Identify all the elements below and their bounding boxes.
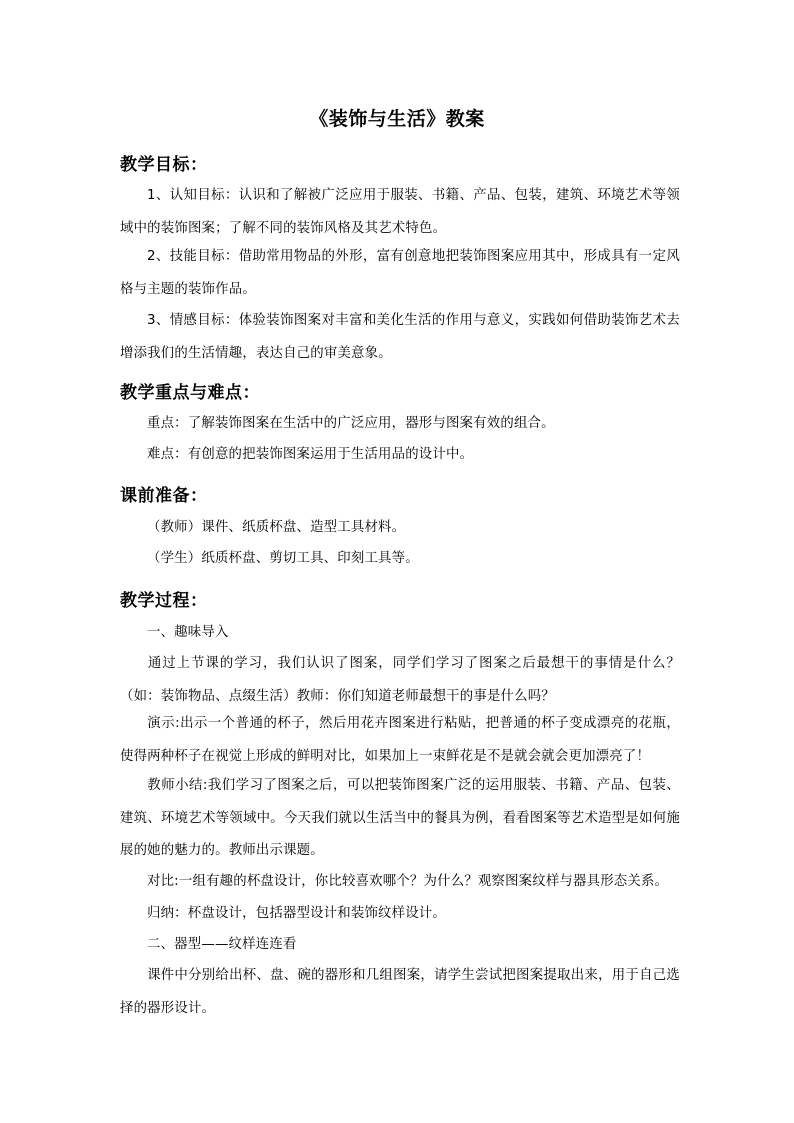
- paragraph: 通过上节课的学习，我们认识了图案，同学们学习了图案之后最想干的事情是什么？（如：装饰物品、点缀生活）教师：你们知道老师最想干的事是什么吗？: [120, 656, 680, 704]
- paragraph: 3、情感目标：体验装饰图案对丰富和美化生活的作用与意义，实践如何借助装饰艺术去增添我们的生活情趣，表达自己的审美意象。: [120, 313, 680, 361]
- paragraph: 一、趣味导入: [147, 625, 229, 640]
- section-heading-preparation: 课前准备：: [120, 486, 208, 506]
- paragraph: 课件中分别给出杯、盘、碗的器形和几组图案，请学生尝试把图案提取出来，用于自己选择的器形设计。: [120, 968, 680, 1016]
- paragraph: 1、认知目标：认识和了解被广泛应用于服装、书籍、产品、包装，建筑、环境艺术等领域中的装饰图案；了解不同的装饰风格及其艺术特色。: [120, 188, 680, 236]
- paragraph: （学生）纸质杯盘、剪切工具、印刻工具等。: [147, 551, 419, 566]
- paragraph: 对比:一组有趣的杯盘设计，你比较喜欢哪个？为什么？观察图案纹样与器具形态关系。: [147, 874, 669, 889]
- paragraph: 教师小结:我们学习了图案之后，可以把装饰图案广泛的运用服装、书籍、产品、包装、建筑、环境艺术等领域中。今天我们就以生活当中的餐具为例，看看图案等艺术造型是如何施展的她的魅力的。教师出示课题。: [120, 778, 680, 858]
- section-heading-process: 教学过程：: [120, 591, 208, 611]
- section-heading-key-points: 教学重点与难点：: [120, 383, 260, 403]
- document-title: 《装饰与生活》教案: [309, 108, 485, 130]
- paragraph: 演示:出示一个普通的杯子，然后用花卉图案进行粘贴，把普通的杯子变成漂亮的花瓶，使得两种杯子在视觉上形成的鲜明对比，如果加上一束鲜花是不是就会就会更加漂亮了！: [120, 716, 680, 764]
- paragraph: 二、器型——纹样连连看: [147, 937, 297, 952]
- paragraph: 归纳：杯盘设计，包括器型设计和装饰纹样设计。: [147, 906, 446, 921]
- paragraph: 难点：有创意的把装饰图案运用于生活用品的设计中。: [147, 447, 474, 462]
- paragraph: 2、技能目标：借助常用物品的外形，富有创意地把装饰图案应用其中，形成具有一定风格与主题的装饰作品。: [120, 249, 680, 297]
- section-heading-objectives: 教学目标：: [120, 155, 208, 175]
- paragraph: （教师）课件、纸质杯盘、造型工具材料。: [147, 520, 406, 535]
- paragraph: 重点：了解装饰图案在生活中的广泛应用，器形与图案有效的组合。: [147, 416, 555, 431]
